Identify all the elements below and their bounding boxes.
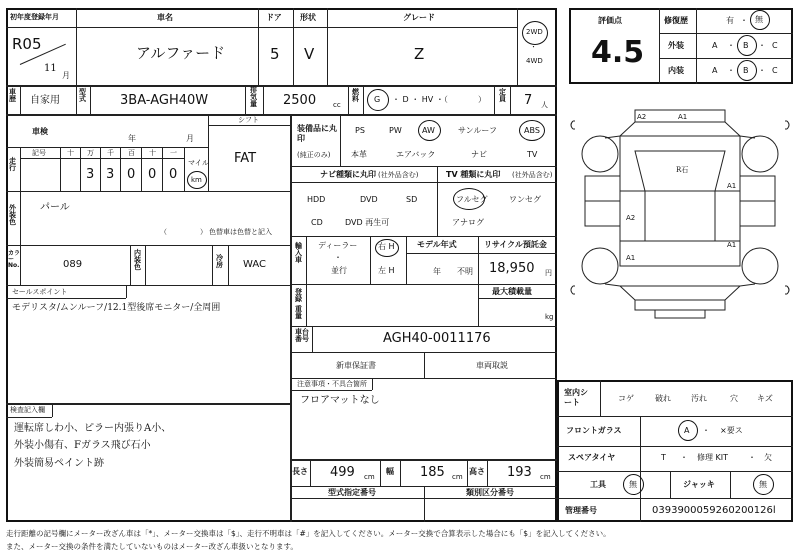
class-label: 類別区分番号 <box>466 488 514 497</box>
equip-abs: ABS <box>524 126 540 135</box>
damage-mark-5: A1 <box>727 241 737 249</box>
tools-label: 工具 <box>590 480 606 489</box>
digit-label-0: 十 <box>67 149 74 157</box>
equip-airbag: エアバック <box>396 150 436 159</box>
seat-burn: コゲ <box>618 394 634 403</box>
mileage-digit-4: 0 <box>148 167 157 182</box>
capacity-value: 7 <box>524 93 533 108</box>
usage-value: 自家用 <box>30 95 60 106</box>
model-value: 3BA-AGH40W <box>120 93 209 108</box>
spare-dot-2: ・ <box>748 453 756 462</box>
seat-scratch: キズ <box>757 394 773 403</box>
chassis-value: AGH40-0011176 <box>383 331 491 346</box>
model-label: 型式 <box>79 88 86 103</box>
damage-mark-1: A2 <box>637 113 647 121</box>
tv-label: TV 種類に丸印 <box>446 170 501 179</box>
spare-t: T <box>661 453 666 462</box>
model-year-unknown: 不明 <box>457 267 473 276</box>
grade-value: Z <box>414 45 425 63</box>
exterior-c: C <box>772 41 778 50</box>
inspection-year: 年 <box>128 134 136 143</box>
equip-leather: 本革 <box>351 150 367 159</box>
import-label: 輸入車 <box>295 242 302 264</box>
door-count: 5 <box>270 45 280 63</box>
interior-dot-2: ・ <box>758 66 766 75</box>
recycle-yen: 円 <box>545 269 552 277</box>
tv-analog: アナログ <box>452 218 484 227</box>
inspection-label: 車検 <box>32 127 48 136</box>
designation-label: 型式指定番号 <box>328 488 376 497</box>
aircon-label: 冷房 <box>216 254 223 269</box>
equip-aw: AW <box>422 126 435 135</box>
color-note-open: （ <box>160 228 167 236</box>
notes-text: フロアマットなし <box>300 395 380 406</box>
fuel-g: G <box>374 95 381 104</box>
damage-mark-3: A1 <box>727 182 737 190</box>
navi-sd: SD <box>406 195 418 204</box>
exterior-dot-1: ・ <box>727 41 735 50</box>
color-note: 色替車は色替と記入 <box>209 228 272 236</box>
inspector-line-2: 外装小傷有、Fガラス飛び石小 <box>14 440 151 451</box>
import-right: 右 H <box>378 242 395 251</box>
tv-sub: (社外品含む) <box>512 171 553 179</box>
exterior-a: A <box>712 41 718 50</box>
fuel-label: 燃料 <box>352 88 359 103</box>
mileage-digit-2: 3 <box>106 167 115 182</box>
length-cm: cm <box>364 473 375 481</box>
height-value: 193 <box>507 465 532 480</box>
front-glass-replace: ×要ス <box>720 426 743 435</box>
recycle-value: 18,950 <box>489 261 535 276</box>
shift-label: シフト <box>238 116 259 124</box>
fuel-options: ・ D ・ HV ・（ <box>392 95 448 104</box>
footer-line-1: 走行距離の記号欄にメーター改ざん車は「*」、メーター交換車は「$」、走行不明車は「#」を記入してください。メーター交換で合算表示した場合にも「$」を記入してください。 <box>6 529 611 538</box>
interior-color-label: 内装色 <box>134 249 141 271</box>
cc-unit: cc <box>333 101 341 109</box>
interior-dot-1: ・ <box>727 66 735 75</box>
management-label: 管理番号 <box>565 506 597 515</box>
inspection-month: 月 <box>186 134 194 143</box>
fuel-close: ） <box>478 95 486 104</box>
color-value: パール <box>40 202 70 213</box>
damage-mark-4: A2 <box>626 214 636 222</box>
mileage-digit-3: 0 <box>127 167 136 182</box>
import-parallel: 並行 <box>331 266 347 275</box>
equipment-label: 装備品に丸印 <box>297 124 337 143</box>
name-label: 車名 <box>157 13 173 22</box>
interior-label: 内装 <box>668 66 684 75</box>
recycle-label: リサイクル預託金 <box>484 240 547 249</box>
exterior-dot-2: ・ <box>758 41 766 50</box>
navi-dvd: DVD <box>360 195 378 204</box>
displacement-value: 2500 <box>283 93 317 108</box>
equipment-sub: (純正のみ) <box>297 151 331 159</box>
color-code-label: カラーNo. <box>8 250 21 269</box>
color-label: 外装色 <box>9 204 16 226</box>
digit-label-3: 百 <box>128 149 135 157</box>
month-unit: 月 <box>62 71 70 80</box>
usage-label: 車歴 <box>9 88 16 103</box>
equip-tv: TV <box>527 150 538 159</box>
interior-a: A <box>712 66 718 75</box>
digit-label-2: 千 <box>107 149 114 157</box>
navi-hdd: HDD <box>307 195 326 204</box>
sales-point-label: セールスポイント <box>12 288 68 296</box>
mile-label: マイル <box>188 159 209 167</box>
seat-label: 室内シート <box>564 388 588 407</box>
grade-label: グレード <box>403 13 435 22</box>
navi-dvd-play: DVD 再生可 <box>345 218 390 227</box>
shape-label: 形状 <box>300 13 316 22</box>
first-reg-label: 初年度登録年月 <box>10 13 59 21</box>
navi-cd: CD <box>311 218 323 227</box>
spare-repair-kit: 修理 KIT <box>697 453 729 462</box>
drive-dot: ・ <box>530 43 537 51</box>
drive-2wd: 2WD <box>526 28 543 36</box>
damage-mark-6: A1 <box>626 254 636 262</box>
equip-pw: PW <box>389 126 402 135</box>
aircon-value: WAC <box>243 259 266 270</box>
displacement-label: 排気量 <box>250 86 257 108</box>
first-reg-month: 11 <box>44 63 57 74</box>
spare-dot-1: ・ <box>680 453 688 462</box>
exterior-label: 外装 <box>668 41 684 50</box>
shift-value: FAT <box>234 151 257 166</box>
digit-label-1: 万 <box>87 149 94 157</box>
km-label: km <box>191 176 202 184</box>
repair-no: 無 <box>755 15 763 24</box>
score-value: 4.5 <box>591 35 645 70</box>
tv-oneseg: ワンセグ <box>509 195 541 204</box>
mileage-digit-5: 0 <box>169 167 178 182</box>
color-note-close: ） <box>200 228 207 236</box>
car-diagram <box>565 96 795 376</box>
weight-label: 重量 <box>295 305 302 320</box>
front-glass-label: フロントガラス <box>566 426 622 435</box>
person-unit: 人 <box>541 101 548 109</box>
navi-sub: (社外品含む) <box>378 171 419 179</box>
digit-label-4: 十 <box>149 149 156 157</box>
management-value: 0393900059260200126l <box>652 505 776 516</box>
spare-label: スペアタイヤ <box>568 453 616 462</box>
interior-b: B <box>743 66 749 75</box>
navi-label: ナビ種類に丸印 <box>320 170 376 179</box>
inspector-line-3: 外装簡易ペイント跡 <box>14 458 104 469</box>
width-label: 幅 <box>386 467 394 476</box>
repair-label: 修復歴 <box>664 16 688 25</box>
model-year-label: モデル年式 <box>417 240 457 249</box>
inspector-label: 検査記入欄 <box>10 406 45 414</box>
repair-yes: 有 <box>726 16 734 25</box>
drive-4wd: 4WD <box>526 57 543 65</box>
vehicle-name: アルファード <box>136 44 226 62</box>
inspector-line-1: 運転席しわ小、ピラー内張りA小、 <box>14 423 172 434</box>
chassis-label: 車台番号 <box>295 328 309 343</box>
tools-value: 無 <box>629 480 637 489</box>
sales-point-text: モデリスタ/ムンルーフ/12.1型後席モニター/全周囲 <box>12 303 221 313</box>
reg-weight-label: 登録 <box>295 288 302 303</box>
front-glass-a: A <box>684 426 690 435</box>
notes-label: 注意事項・不具合箇所 <box>297 380 367 388</box>
width-value: 185 <box>420 465 445 480</box>
color-code: 089 <box>63 259 83 270</box>
length-label: 長さ <box>292 467 308 476</box>
symbol-label: 記号 <box>32 149 46 157</box>
doc-manual: 車両取説 <box>476 361 508 370</box>
mileage-digit-1: 3 <box>86 167 95 182</box>
max-load-label: 最大積載量 <box>492 287 532 296</box>
seat-hole: 穴 <box>730 394 738 403</box>
equip-ps: PS <box>355 126 365 135</box>
tv-fullseg: フルセグ <box>456 195 488 204</box>
length-value: 499 <box>330 465 355 480</box>
jack-label: ジャッキ <box>683 480 715 489</box>
damage-mark-2: A1 <box>678 113 688 121</box>
import-left: 左 H <box>378 266 395 275</box>
mileage-label: 走行 <box>9 157 16 172</box>
damage-mark-7: R石 <box>676 166 689 174</box>
max-load-kg: kg <box>545 313 554 321</box>
digit-label-5: 一 <box>170 149 177 157</box>
height-cm: cm <box>540 473 551 481</box>
score-label: 評価点 <box>598 16 622 25</box>
exterior-b: B <box>743 41 749 50</box>
spare-none: 欠 <box>764 453 772 462</box>
equip-navi: ナビ <box>471 150 487 159</box>
repair-dot: ・ <box>740 16 748 25</box>
seat-stain: 汚れ <box>691 394 707 403</box>
height-label: 高さ <box>469 467 485 476</box>
first-reg-era: R05 <box>12 35 42 53</box>
interior-c: C <box>772 66 778 75</box>
footer-line-2: また、メーター交換の条件を満たしていないものはメーター改ざん車扱いとなります。 <box>6 542 298 551</box>
model-year-unit: 年 <box>433 267 441 276</box>
shape-value: V <box>304 45 315 63</box>
equip-sunroof: サンルーフ <box>458 126 497 135</box>
door-label: ドア <box>266 13 282 22</box>
import-dot: ・ <box>334 253 342 262</box>
import-dealer: ディーラー <box>318 241 358 250</box>
jack-value: 無 <box>759 480 767 489</box>
width-cm: cm <box>452 473 463 481</box>
doc-warranty: 新車保証書 <box>336 361 376 370</box>
capacity-label: 定員 <box>499 88 506 103</box>
seat-tear: 破れ <box>655 394 671 403</box>
front-glass-dot: ・ <box>702 426 710 435</box>
